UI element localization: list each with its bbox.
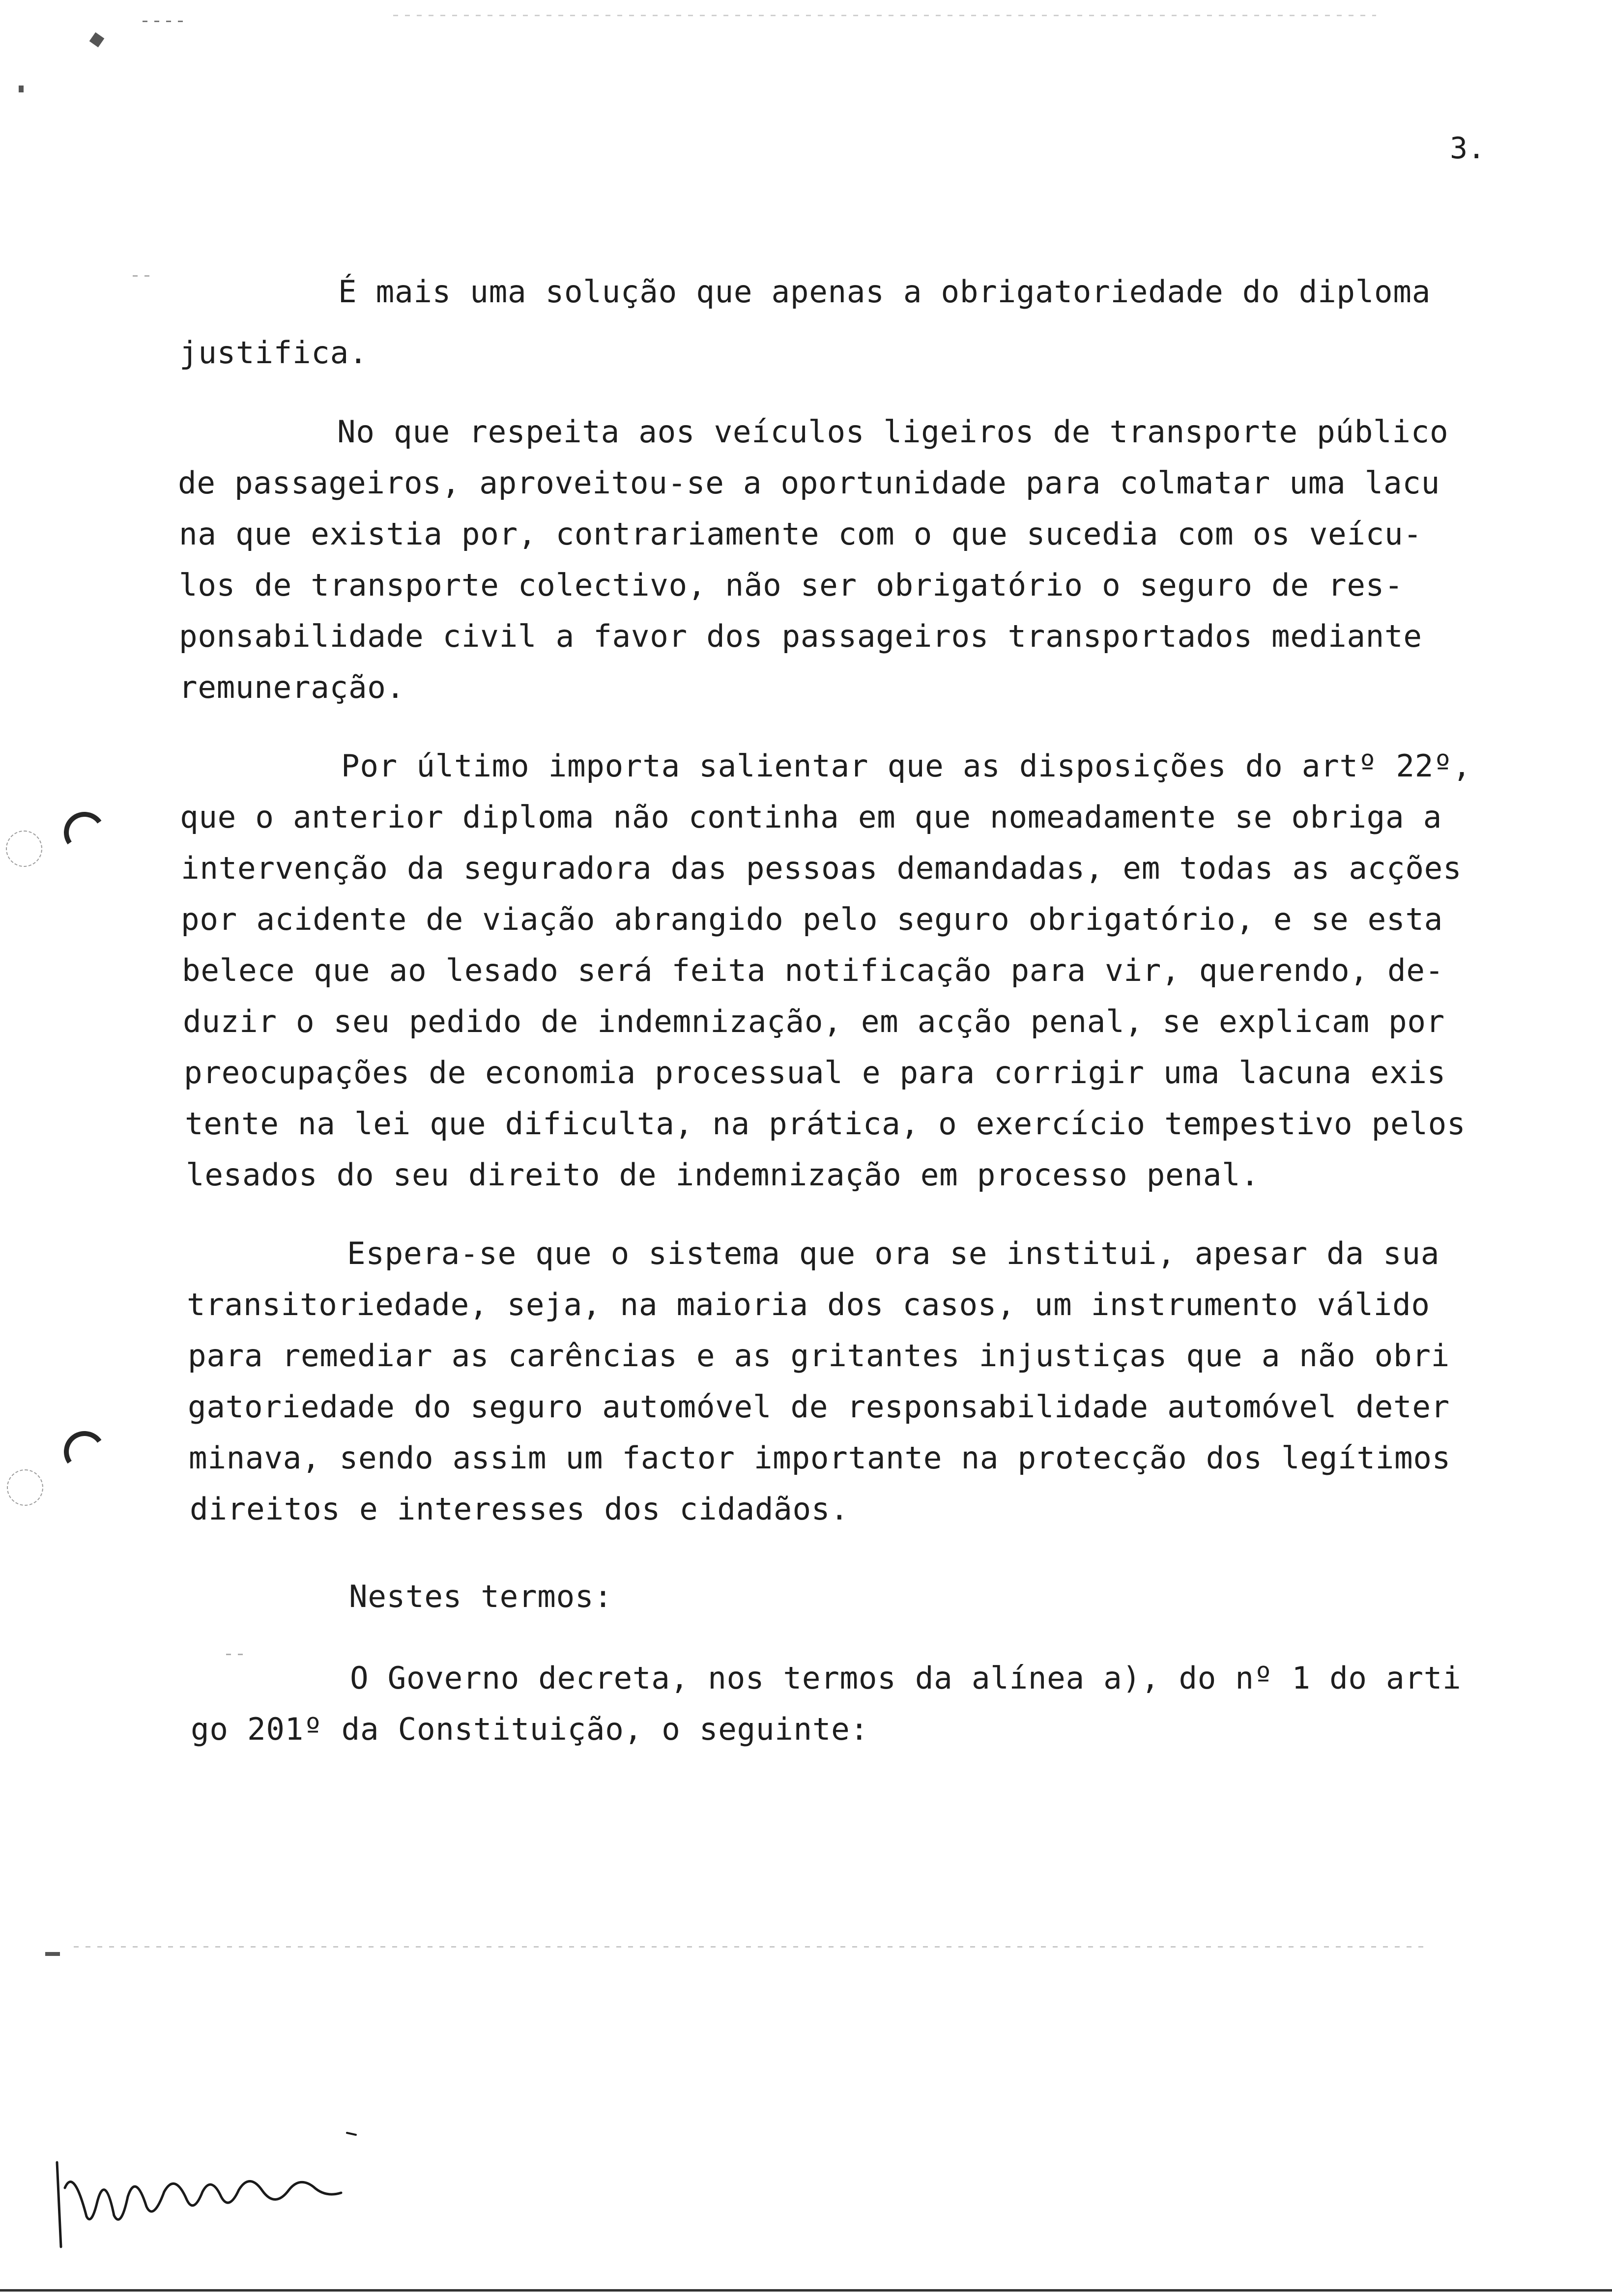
scan-speck [45, 1952, 60, 1956]
text-line: transitoriedade, seja, na maioria dos casos, um instrumento válido [187, 1287, 1430, 1322]
text-line: gatoriedade do seguro automóvel de responsabilidade automóvel deter [188, 1389, 1450, 1425]
text-line: go 201º da Constituição, o seguinte: [191, 1711, 869, 1747]
handwritten-initials [44, 2103, 359, 2261]
text-line: O Governo decreta, nos termos da alínea a), do nº 1 do arti [350, 1660, 1462, 1696]
page-number: 3. [1450, 131, 1486, 166]
text-line: Espera-se que o sistema que ora se institui, apesar da sua [347, 1235, 1440, 1271]
text-line: Por último importa salientar que as disposições do artº 22º, [341, 748, 1471, 784]
scan-dash [393, 15, 1376, 16]
text-line: No que respeita aos veículos ligeiros de transporte público [337, 414, 1449, 450]
text-line: É mais uma solução que apenas a obrigatoriedade do diploma [338, 274, 1431, 310]
punch-hole-shadow [6, 831, 42, 867]
scan-dash [226, 1654, 246, 1655]
scan-dash [74, 1946, 1425, 1948]
scan-speck [19, 86, 24, 92]
text-line: remuneração. [179, 669, 405, 705]
text-line: direitos e interesses dos cidadãos. [190, 1491, 849, 1527]
text-line: justifica. [179, 335, 368, 371]
text-line: Nestes termos: [349, 1578, 613, 1614]
punch-hole [60, 808, 108, 856]
text-line: de passageiros, aproveitou-se a oportunidade para colmatar uma lacu [178, 465, 1440, 501]
text-line: por acidente de viação abrangido pelo seguro obrigatório, e se esta [181, 901, 1443, 937]
text-line: na que existia por, contrariamente com o que sucedia com os veícu- [179, 516, 1422, 552]
text-line: belece que ao lesado será feita notificação para vir, querendo, de- [182, 952, 1444, 988]
punch-hole-shadow [7, 1469, 43, 1506]
scan-dash [133, 275, 152, 277]
scan-dash [143, 21, 187, 22]
text-line: ponsabilidade civil a favor dos passageiros transportados mediante [179, 618, 1422, 654]
text-line: preocupações de economia processual e para corrigir uma lacuna exis [184, 1055, 1446, 1091]
text-line: minava, sendo assim um factor importante na protecção dos legítimos [189, 1440, 1451, 1476]
text-line: intervenção da seguradora das pessoas demandadas, em todas as acções [181, 850, 1462, 886]
text-line: tente na lei que dificulta, na prática, o exercício tempestivo pelos [185, 1106, 1466, 1142]
text-line: que o anterior diploma não continha em que nomeadamente se obriga a [180, 799, 1442, 835]
punch-hole [60, 1428, 108, 1475]
text-line: los de transporte colectivo, não ser obrigatório o seguro de res- [179, 567, 1404, 603]
text-line: duzir o seu pedido de indemnização, em acção penal, se explicam por [183, 1004, 1445, 1039]
text-line: para remediar as carências e as gritantes injustiças que a não obri [188, 1338, 1450, 1374]
page-bottom-edge [0, 2289, 1612, 2292]
text-line: lesados do seu direito de indemnização em processo penal. [186, 1157, 1260, 1193]
scan-speck [89, 32, 105, 48]
